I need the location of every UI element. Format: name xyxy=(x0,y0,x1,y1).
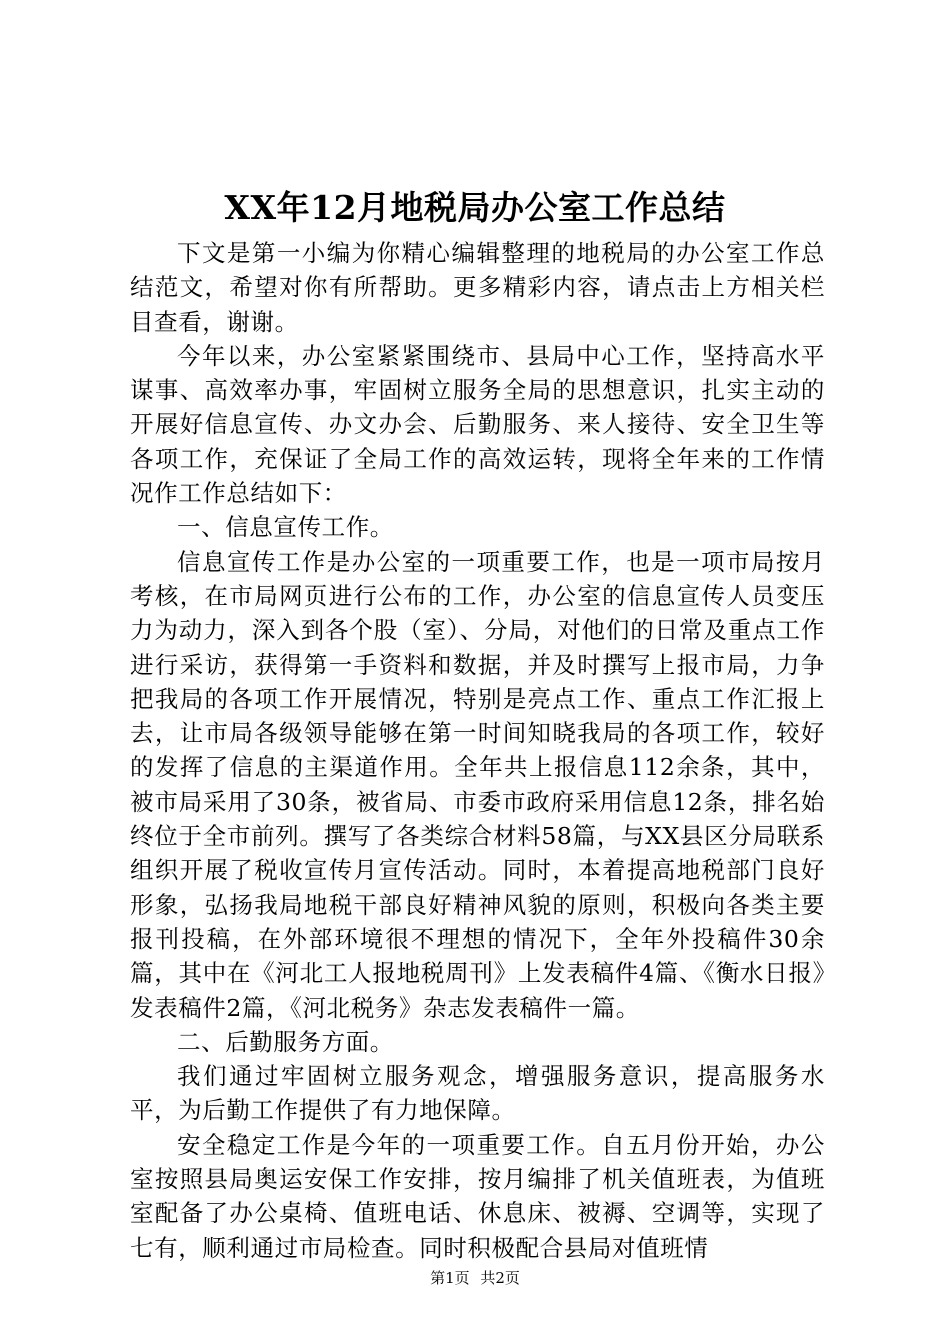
paragraph-logistics: 我们通过牢固树立服务观念，增强服务意识，提高服务水平，为后勤工作提供了有力地保障。 xyxy=(130,1062,825,1125)
section-heading-info: 一、信息宣传工作。 xyxy=(177,513,394,542)
page-footer xyxy=(0,1268,950,1288)
paragraph-info-publicity: 信息宣传工作是办公室的一项重要工作，也是一项市局按月考核，在市局网页进行公布的工作，办公室的信息宣传人员变压力为动力，深入到各个股（室）、分局，对他们的日常及重点工作进行采访，获得第一手资料和数据，并及时撰写上报市局，力争把我局的各项工作开展情况，特别是亮点工作、重点工作汇报上去，让市局各级领导能够在第一时间知晓我局的各项工作，较好的发挥了信息的主渠道作用。全年共上报信息112余条，其中，被市局采用了30条，被省局、市委市政府采用信息12条，排名始终位于全市前列。撰写了各类综合材料58篇，与XX县区分局联系组织开展了税收宣传月宣传活动。同时，本着提高地税部门良好形象，弘扬我局地税干部良好精神风貌的原则，积极向各类主要报刊投稿，在外部环境很不理想的情况下，全年外投稿件30余篇，其中在《河北工人报地税周刊》上发表稿件4篇、《衡水日报》发表稿件2篇，《河北税务》杂志发表稿件一篇。 xyxy=(130,547,825,1022)
page-total: 共2页 xyxy=(480,1269,520,1287)
document-body xyxy=(130,236,825,1265)
section-heading-logistics: 二、后勤服务方面。 xyxy=(177,1027,394,1056)
page-number: 第1页 xyxy=(430,1269,470,1287)
paragraph-intro: 下文是第一小编为你精心编辑整理的地税局的办公室工作总结范文，希望对你有所帮助。更多精彩内容，请点击上方相关栏目查看，谢谢。 xyxy=(130,239,825,336)
paragraph-safety: 安全稳定工作是今年的一项重要工作。自五月份开始，办公室按照县局奥运安保工作安排，按月编排了机关值班表，为值班室配备了办公桌椅、值班电话、休息床、被褥、空调等，实现了七有，顺利通过市局检查。同时积极配合县局对值班情 xyxy=(130,1130,825,1262)
paragraph-overview: 今年以来，办公室紧紧围绕市、县局中心工作，坚持高水平谋事、高效率办事，牢固树立服务全局的思想意识，扎实主动的开展好信息宣传、办文办会、后勤服务、来人接待、安全卫生等各项工作，充保证了全局工作的高效运转，现将全年来的工作情况作工作总结如下： xyxy=(130,341,825,508)
document-title: XX年12月地税局办公室工作总结 xyxy=(224,188,726,227)
